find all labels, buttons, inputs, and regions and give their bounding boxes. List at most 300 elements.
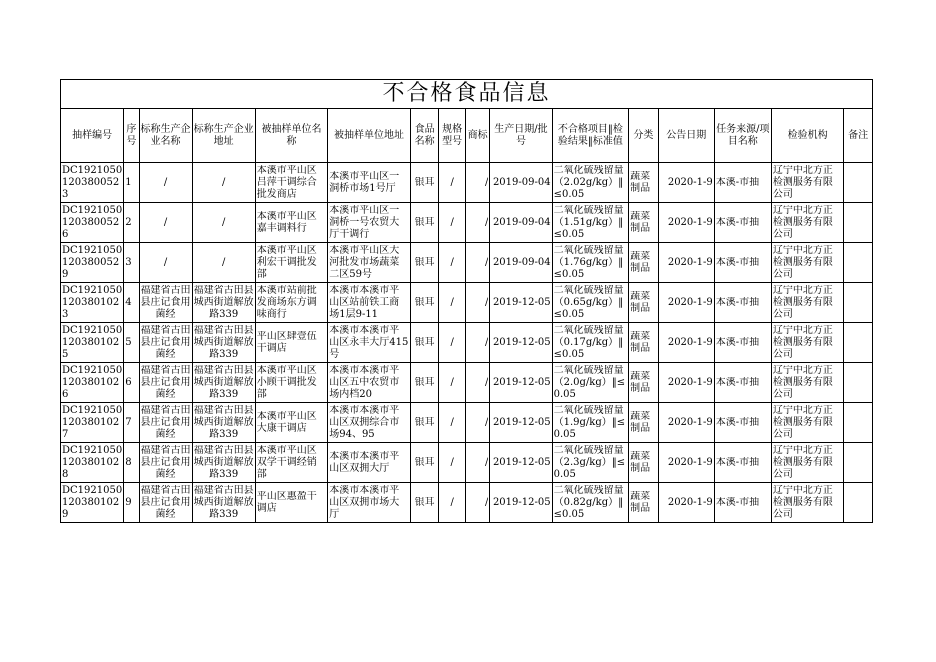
cell-food-name-text: 银耳: [414, 216, 435, 228]
cell-lab-text: 辽宁中北方正检测服务有限公司: [772, 484, 833, 520]
cell-production-date-text: 2019-12-05: [492, 456, 551, 468]
cell-seq: [124, 403, 139, 443]
cell-task-source: [714, 243, 771, 283]
cell-mfr-name-text: /: [163, 216, 168, 228]
cell-publish-date: [658, 163, 714, 203]
cell-spec: [439, 203, 466, 243]
cell-unit-name-text: 本溪市平山区嘉丰调料行: [256, 210, 317, 234]
cell-seq-text: 1: [125, 176, 132, 188]
cell-production-date-text: 2019-12-05: [492, 416, 551, 428]
cell-unit-name: [255, 443, 327, 483]
cell-lab: [771, 283, 843, 323]
cell-sample-id-text: DC19210501203801027: [62, 404, 123, 440]
cell-seq: [124, 363, 139, 403]
cell-mfr-name-text: /: [163, 176, 168, 188]
cell-issue: [552, 163, 629, 203]
cell-mfr-address: [192, 283, 255, 323]
cell-lab: [771, 483, 843, 523]
cell-mfr-address: [192, 443, 255, 483]
cell-task-source: [714, 363, 771, 403]
table-row: [61, 163, 873, 203]
cell-mfr-address-text: 福建省古田县城西街道解放路339: [193, 444, 254, 480]
cell-mfr-address-text: /: [221, 256, 226, 268]
cell-food-name-text: 银耳: [414, 416, 435, 428]
cell-food-name: [410, 403, 439, 443]
cell-production-date: [490, 483, 552, 523]
cell-sample-id-text: DC19210501203800523: [62, 164, 123, 200]
cell-food-name-text: 银耳: [414, 496, 435, 508]
cell-category: [629, 483, 659, 523]
cell-issue-text: 二氧化硫残留量（1.9g/kg）‖≤0.05: [553, 404, 626, 440]
cell-category: [629, 323, 659, 363]
cell-task-source-text: 本溪-市抽: [715, 256, 760, 268]
header-publish-date: 公告日期: [658, 109, 714, 163]
cell-mfr-name: [139, 363, 192, 403]
cell-mfr-address-text: /: [221, 176, 226, 188]
cell-unit-address: [328, 243, 411, 283]
cell-task-source-text: 本溪-市抽: [715, 336, 760, 348]
cell-seq: [124, 163, 139, 203]
cell-task-source-text: 本溪-市抽: [715, 416, 760, 428]
cell-seq-text: 5: [125, 336, 132, 348]
cell-unit-address-text: 本溪市本溪市平山区五中农贸市场内档20: [329, 364, 400, 400]
cell-mfr-name: [139, 323, 192, 363]
cell-category-text: 蔬菜制品: [630, 410, 651, 434]
cell-production-date-text: 2019-12-05: [492, 336, 551, 348]
header-mfr-name: 标称生产企业名称: [139, 109, 192, 163]
cell-task-source: [714, 163, 771, 203]
cell-category-text: 蔬菜制品: [630, 450, 651, 474]
cell-sample-id-text: DC19210501203800529: [62, 244, 123, 280]
cell-unit-name-text: 本溪市平山区双学干调经销部: [256, 444, 317, 480]
cell-seq: [124, 243, 139, 283]
cell-publish-date-text: 2020-1-9: [667, 296, 713, 308]
header-production-date: 生产日期/批号: [490, 109, 552, 163]
cell-mfr-name-text: 福建省古田县庄记食用菌经: [140, 484, 191, 520]
cell-lab-text: 辽宁中北方正检测服务有限公司: [772, 404, 833, 440]
cell-spec-text: /: [450, 256, 454, 268]
cell-publish-date-text: 2020-1-9: [667, 496, 713, 508]
cell-mfr-name: [139, 203, 192, 243]
cell-issue: [552, 323, 629, 363]
cell-brand-text: /: [485, 176, 489, 188]
cell-task-source: [714, 323, 771, 363]
cell-production-date: [490, 243, 552, 283]
cell-brand: [465, 363, 489, 403]
cell-unit-name: [255, 483, 327, 523]
cell-food-name: [410, 443, 439, 483]
cell-unit-name-text: 本溪市平山区利宏干调批发部: [256, 244, 317, 280]
header-task-source: 任务来源/项目名称: [714, 109, 771, 163]
cell-brand: [465, 243, 489, 283]
cell-seq-text: 7: [125, 416, 132, 428]
cell-brand-text: /: [485, 336, 489, 348]
cell-food-name-text: 银耳: [414, 296, 435, 308]
cell-lab-text: 辽宁中北方正检测服务有限公司: [772, 244, 833, 280]
cell-category-text: 蔬菜制品: [630, 170, 651, 194]
cell-lab: [771, 323, 843, 363]
cell-brand-text: /: [485, 256, 489, 268]
cell-unit-name: [255, 363, 327, 403]
table-row: [61, 483, 873, 523]
cell-note: [844, 283, 873, 323]
cell-task-source-text: 本溪-市抽: [715, 176, 760, 188]
cell-unit-address: [328, 363, 411, 403]
cell-unit-address-text: 本溪市本溪市平山区双拥大厅: [329, 450, 400, 474]
cell-unit-address: [328, 483, 411, 523]
cell-food-name-text: 银耳: [414, 256, 435, 268]
cell-publish-date-text: 2020-1-9: [667, 456, 713, 468]
cell-issue: [552, 483, 629, 523]
cell-mfr-address-text: 福建省古田县城西街道解放路339: [193, 284, 254, 320]
cell-production-date-text: 2019-09-04: [492, 256, 551, 268]
cell-spec: [439, 163, 466, 203]
cell-unit-name-text: 平山区肆壹伍干调店: [256, 330, 317, 354]
cell-brand-text: /: [485, 416, 489, 428]
cell-publish-date: [658, 203, 714, 243]
cell-issue: [552, 203, 629, 243]
cell-lab: [771, 363, 843, 403]
cell-lab-text: 辽宁中北方正检测服务有限公司: [772, 324, 833, 360]
cell-spec-text: /: [450, 376, 454, 388]
cell-sample-id-text: DC19210501203800526: [62, 204, 123, 240]
cell-spec-text: /: [450, 456, 454, 468]
cell-food-name: [410, 363, 439, 403]
cell-task-source: [714, 483, 771, 523]
cell-brand: [465, 483, 489, 523]
cell-sample-id: [61, 363, 124, 403]
cell-publish-date-text: 2020-1-9: [667, 416, 713, 428]
cell-publish-date-text: 2020-1-9: [667, 176, 713, 188]
cell-unit-name: [255, 323, 327, 363]
cell-brand-text: /: [485, 496, 489, 508]
cell-unit-name: [255, 283, 327, 323]
cell-seq: [124, 483, 139, 523]
cell-issue: [552, 403, 629, 443]
cell-seq: [124, 283, 139, 323]
cell-spec: [439, 363, 466, 403]
cell-sample-id: [61, 403, 124, 443]
cell-issue-text: 二氧化硫残留量（0.65g/kg）‖≤0.05: [553, 284, 624, 320]
cell-seq-text: 4: [125, 296, 132, 308]
header-unit-name: 被抽样单位名称: [255, 109, 327, 163]
cell-spec-text: /: [450, 176, 454, 188]
cell-production-date: [490, 323, 552, 363]
cell-task-source-text: 本溪-市抽: [715, 296, 760, 308]
cell-seq: [124, 443, 139, 483]
cell-unit-address-text: 本溪市本溪市平山区永丰大厅415号: [329, 324, 409, 360]
cell-production-date: [490, 163, 552, 203]
header-mfr-address: 标称生产企业地址: [192, 109, 255, 163]
table-row: [61, 363, 873, 403]
cell-note: [844, 163, 873, 203]
cell-lab: [771, 443, 843, 483]
cell-mfr-name-text: 福建省古田县庄记食用菌经: [140, 364, 191, 400]
cell-lab-text: 辽宁中北方正检测服务有限公司: [772, 284, 833, 320]
cell-publish-date: [658, 243, 714, 283]
cell-brand: [465, 163, 489, 203]
cell-brand-text: /: [485, 376, 489, 388]
cell-spec: [439, 483, 466, 523]
cell-unit-name-text: 本溪市平山区吕萍干调综合批发商店: [256, 164, 317, 200]
cell-production-date: [490, 363, 552, 403]
unqualified-food-table: [60, 79, 873, 523]
cell-category: [629, 243, 659, 283]
cell-seq-text: 2: [125, 216, 132, 228]
cell-sample-id: [61, 243, 124, 283]
cell-unit-address: [328, 403, 411, 443]
cell-spec: [439, 403, 466, 443]
cell-sample-id-text: DC19210501203801023: [62, 284, 123, 320]
cell-production-date: [490, 403, 552, 443]
cell-lab: [771, 203, 843, 243]
cell-publish-date-text: 2020-1-9: [667, 336, 713, 348]
cell-unit-address-text: 本溪市本溪市平山区站前铁工商场1层9-11: [329, 284, 400, 320]
cell-publish-date: [658, 483, 714, 523]
cell-task-source: [714, 203, 771, 243]
cell-mfr-address: [192, 403, 255, 443]
cell-publish-date: [658, 283, 714, 323]
cell-brand-text: /: [485, 456, 489, 468]
cell-lab-text: 辽宁中北方正检测服务有限公司: [772, 204, 833, 240]
cell-production-date: [490, 443, 552, 483]
cell-issue-text: 二氧化硫残留量（2.3g/kg）‖≤0.05: [553, 444, 626, 480]
header-unit-address: 被抽样单位地址: [328, 109, 411, 163]
cell-unit-address-text: 本溪市平山区一洞桥一号农贸大厅干调行: [329, 204, 400, 240]
cell-production-date-text: 2019-09-04: [492, 176, 551, 188]
cell-food-name: [410, 243, 439, 283]
cell-spec: [439, 443, 466, 483]
cell-issue-text: 二氧化硫残留量（1.76g/kg）‖≤0.05: [553, 244, 624, 280]
cell-seq-text: 6: [125, 376, 132, 388]
cell-brand: [465, 403, 489, 443]
cell-seq: [124, 323, 139, 363]
cell-production-date: [490, 283, 552, 323]
cell-brand: [465, 283, 489, 323]
cell-mfr-address: [192, 203, 255, 243]
cell-issue: [552, 363, 629, 403]
cell-mfr-name-text: /: [163, 256, 168, 268]
cell-publish-date-text: 2020-1-9: [667, 256, 713, 268]
header-seq: 序号: [124, 109, 139, 163]
cell-food-name-text: 银耳: [414, 176, 435, 188]
header-brand: 商标: [465, 109, 489, 163]
cell-issue: [552, 283, 629, 323]
cell-brand-text: /: [485, 216, 489, 228]
cell-sample-id-text: DC19210501203801029: [62, 484, 123, 520]
cell-category-text: 蔬菜制品: [630, 490, 651, 514]
cell-food-name: [410, 283, 439, 323]
cell-spec: [439, 283, 466, 323]
cell-issue-text: 二氧化硫残留量（0.82g/kg）‖≤0.05: [553, 484, 624, 520]
cell-production-date-text: 2019-12-05: [492, 376, 551, 388]
cell-sample-id: [61, 283, 124, 323]
cell-task-source-text: 本溪-市抽: [715, 216, 760, 228]
cell-spec: [439, 323, 466, 363]
cell-lab: [771, 243, 843, 283]
cell-task-source: [714, 403, 771, 443]
cell-lab-text: 辽宁中北方正检测服务有限公司: [772, 164, 833, 200]
cell-category-text: 蔬菜制品: [630, 370, 651, 394]
header-sample-id: 抽样编号: [61, 109, 124, 163]
cell-seq-text: 8: [125, 456, 132, 468]
cell-publish-date: [658, 403, 714, 443]
cell-brand: [465, 203, 489, 243]
cell-issue-text: 二氧化硫残留量（2.0g/kg）‖≤0.05: [553, 364, 626, 400]
cell-unit-name-text: 本溪市平山区大康干调店: [256, 410, 317, 434]
cell-mfr-address-text: 福建省古田县城西街道解放路339: [193, 364, 254, 400]
cell-spec-text: /: [450, 416, 454, 428]
table-row: [61, 403, 873, 443]
cell-unit-address-text: 本溪市平山区一洞桥市场1号厅: [329, 170, 400, 194]
cell-unit-address: [328, 283, 411, 323]
header-category: 分类: [629, 109, 659, 163]
cell-issue-text: 二氧化硫残留量（2.02g/kg）‖≤0.05: [553, 164, 624, 200]
cell-unit-address: [328, 443, 411, 483]
cell-unit-name: [255, 203, 327, 243]
header-issue: 不合格项目‖检验结果‖标准值: [552, 109, 629, 163]
cell-unit-name-text: 平山区惠盈干调店: [256, 490, 317, 514]
cell-unit-address: [328, 163, 411, 203]
cell-mfr-name: [139, 443, 192, 483]
cell-food-name: [410, 163, 439, 203]
cell-seq: [124, 203, 139, 243]
cell-brand: [465, 443, 489, 483]
header-note: 备注: [844, 109, 873, 163]
cell-category-text: 蔬菜制品: [630, 250, 651, 274]
cell-mfr-name-text: 福建省古田县庄记食用菌经: [140, 444, 191, 480]
cell-mfr-name-text: 福建省古田县庄记食用菌经: [140, 404, 191, 440]
cell-production-date-text: 2019-12-05: [492, 296, 551, 308]
cell-task-source: [714, 283, 771, 323]
cell-category-text: 蔬菜制品: [630, 330, 651, 354]
cell-spec: [439, 243, 466, 283]
cell-food-name-text: 银耳: [414, 456, 435, 468]
cell-issue-text: 二氧化硫残留量（0.17g/kg）‖≤0.05: [553, 324, 624, 360]
cell-mfr-name-text: 福建省古田县庄记食用菌经: [140, 324, 191, 360]
cell-unit-address: [328, 323, 411, 363]
cell-category: [629, 203, 659, 243]
cell-brand: [465, 323, 489, 363]
table-row: [61, 283, 873, 323]
cell-category-text: 蔬菜制品: [630, 210, 651, 234]
cell-mfr-address-text: 福建省古田县城西街道解放路339: [193, 404, 254, 440]
cell-production-date-text: 2019-09-04: [492, 216, 551, 228]
cell-mfr-address: [192, 163, 255, 203]
cell-unit-name: [255, 403, 327, 443]
cell-brand-text: /: [485, 296, 489, 308]
cell-category-text: 蔬菜制品: [630, 290, 651, 314]
cell-note: [844, 203, 873, 243]
cell-unit-address-text: 本溪市平山区大河批发市场蔬菜二区59号: [329, 244, 400, 280]
cell-mfr-address: [192, 243, 255, 283]
cell-spec-text: /: [450, 216, 454, 228]
cell-unit-name: [255, 163, 327, 203]
cell-lab-text: 辽宁中北方正检测服务有限公司: [772, 364, 833, 400]
cell-publish-date: [658, 323, 714, 363]
cell-sample-id: [61, 163, 124, 203]
cell-note: [844, 323, 873, 363]
cell-note: [844, 443, 873, 483]
cell-issue: [552, 443, 629, 483]
cell-note: [844, 403, 873, 443]
cell-issue-text: 二氧化硫残留量（1.51g/kg）‖≤0.05: [553, 204, 624, 240]
cell-sample-id: [61, 483, 124, 523]
cell-unit-address-text: 本溪市本溪市平山区双拥市场大厅: [329, 484, 400, 520]
cell-sample-id: [61, 323, 124, 363]
cell-lab: [771, 403, 843, 443]
cell-mfr-address-text: /: [221, 216, 226, 228]
cell-food-name-text: 银耳: [414, 376, 435, 388]
cell-seq-text: 9: [125, 496, 132, 508]
cell-category: [629, 363, 659, 403]
cell-unit-address-text: 本溪市本溪市平山区双拥综合市场94、95: [329, 404, 400, 440]
cell-category: [629, 283, 659, 323]
cell-food-name: [410, 323, 439, 363]
cell-sample-id: [61, 203, 124, 243]
cell-task-source: [714, 443, 771, 483]
cell-food-name-text: 银耳: [414, 336, 435, 348]
cell-mfr-address-text: 福建省古田县城西街道解放路339: [193, 324, 254, 360]
cell-mfr-name: [139, 483, 192, 523]
cell-food-name: [410, 483, 439, 523]
cell-note: [844, 483, 873, 523]
cell-production-date: [490, 203, 552, 243]
cell-publish-date: [658, 443, 714, 483]
cell-mfr-name: [139, 283, 192, 323]
cell-publish-date-text: 2020-1-9: [667, 216, 713, 228]
cell-unit-address: [328, 203, 411, 243]
cell-mfr-address: [192, 323, 255, 363]
cell-unit-name-text: 本溪市站前批发商场东方调味商行: [256, 284, 317, 320]
cell-seq-text: 3: [125, 256, 132, 268]
cell-spec-text: /: [450, 336, 454, 348]
header-lab: 检验机构: [771, 109, 843, 163]
cell-category: [629, 403, 659, 443]
cell-issue: [552, 243, 629, 283]
cell-mfr-address-text: 福建省古田县城西街道解放路339: [193, 484, 254, 520]
header-row: [61, 109, 873, 163]
cell-publish-date-text: 2020-1-9: [667, 376, 713, 388]
cell-sample-id-text: DC19210501203801025: [62, 324, 123, 360]
cell-sample-id-text: DC19210501203801028: [62, 444, 123, 480]
cell-mfr-address: [192, 363, 255, 403]
cell-lab-text: 辽宁中北方正检测服务有限公司: [772, 444, 833, 480]
cell-note: [844, 243, 873, 283]
cell-mfr-name-text: 福建省古田县庄记食用菌经: [140, 284, 191, 320]
cell-production-date-text: 2019-12-05: [492, 496, 551, 508]
table-row: [61, 243, 873, 283]
cell-publish-date: [658, 363, 714, 403]
cell-lab: [771, 163, 843, 203]
cell-food-name: [410, 203, 439, 243]
cell-spec-text: /: [450, 296, 454, 308]
table-row: [61, 443, 873, 483]
cell-task-source-text: 本溪-市抽: [715, 376, 760, 388]
cell-mfr-address: [192, 483, 255, 523]
table-row: [61, 323, 873, 363]
cell-category: [629, 163, 659, 203]
cell-mfr-name: [139, 403, 192, 443]
cell-unit-name: [255, 243, 327, 283]
cell-unit-name-text: 本溪市平山区小顾干调批发部: [256, 364, 317, 400]
cell-task-source-text: 本溪-市抽: [715, 496, 760, 508]
cell-category: [629, 443, 659, 483]
table-row: [61, 203, 873, 243]
cell-mfr-name: [139, 163, 192, 203]
cell-task-source-text: 本溪-市抽: [715, 456, 760, 468]
cell-note: [844, 363, 873, 403]
